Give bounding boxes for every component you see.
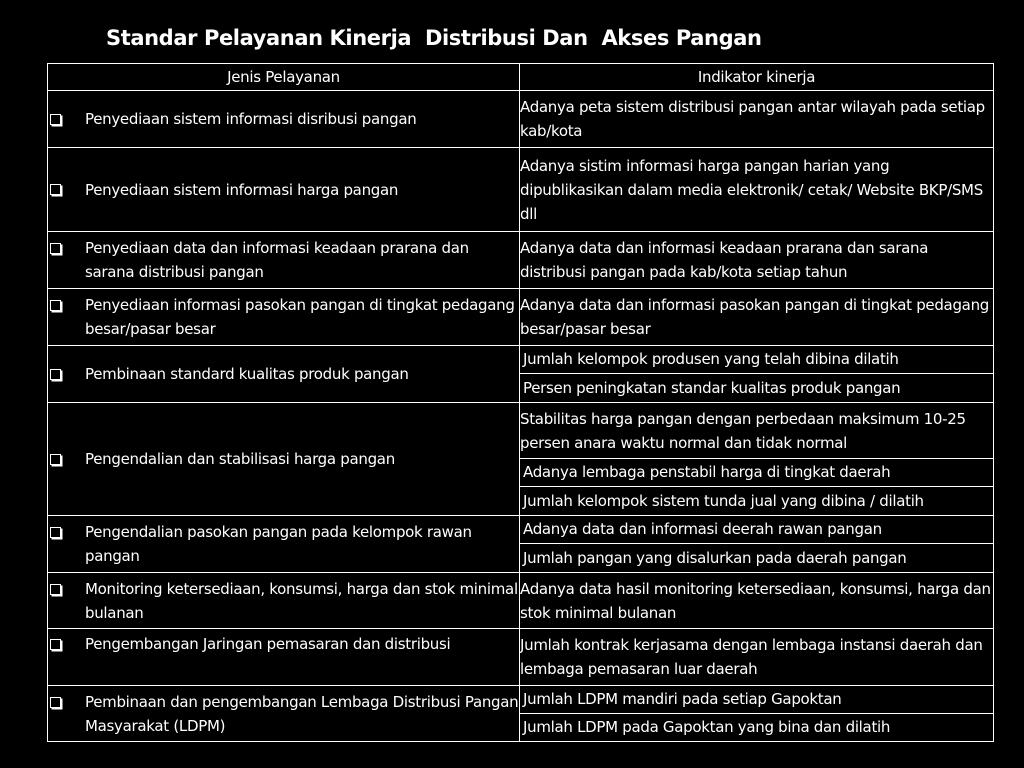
- indicator-cell: Jumlah LDPM mandiri pada setiap Gapoktan: [520, 686, 994, 714]
- indicator-cell: Jumlah pangan yang disalurkan pada daerah pangan: [520, 544, 994, 573]
- indicator-cell: Jumlah LDPM pada Gapoktan yang bina dan dilatih: [520, 714, 994, 742]
- service-cell: [48, 686, 520, 742]
- indicator-cell: Adanya peta sistem distribusi pangan antar wilayah pada setiap kab/kota: [520, 91, 994, 148]
- service-label: Pengendalian dan stabilisasi harga pangan: [85, 450, 395, 468]
- indicator-cell: Adanya lembaga penstabil harga di tingkat daerah: [520, 459, 994, 487]
- table-row: [48, 91, 994, 148]
- service-cell: [48, 346, 520, 403]
- table-row: [48, 148, 994, 232]
- table-row: [48, 232, 994, 289]
- indicator-cell: Adanya data dan informasi pasokan pangan di tingkat pedagang besar/pasar besar: [520, 289, 994, 346]
- service-cell: [48, 516, 520, 573]
- indicator-cell: Adanya data dan informasi keadaan prarana dan sarana distribusi pangan pada kab/kota setiap tahun: [520, 232, 994, 289]
- indicator-cell: Stabilitas harga pangan dengan perbedaan maksimum 10-25 persen anara waktu normal dan tidak normal: [520, 403, 994, 459]
- table-row: [48, 629, 994, 686]
- indicator-cell: Jumlah kelompok sistem tunda jual yang dibina / dilatih: [520, 487, 994, 516]
- service-label: Monitoring ketersediaan, konsumsi, harga dan stok minimal bulanan: [85, 579, 518, 622]
- checkbox-bullet-icon: [50, 243, 61, 254]
- checkbox-bullet-icon: [50, 584, 61, 595]
- checkbox-bullet-icon: [50, 639, 61, 650]
- service-cell: [48, 289, 520, 346]
- column-header-service-type: Jenis Pelayanan: [48, 64, 520, 91]
- table-row: [48, 573, 994, 629]
- table-row: [48, 403, 994, 459]
- table-row: [48, 686, 994, 714]
- service-label: Penyediaan sistem informasi disribusi pangan: [85, 110, 417, 128]
- service-label: Penyediaan sistem informasi harga pangan: [85, 180, 399, 199]
- service-label: Penyediaan data dan informasi keadaan prarana dan sarana distribusi pangan: [85, 239, 469, 281]
- service-cell: [48, 573, 520, 629]
- checkbox-bullet-icon: [50, 369, 61, 380]
- service-label: Pengendalian pasokan pangan pada kelompok rawan pangan: [85, 523, 472, 565]
- page-title: Standar Pelayanan Kinerja Distribusi Dan Akses Pangan: [106, 26, 762, 50]
- indicator-cell: Jumlah kelompok produsen yang telah dibina dilatih: [520, 346, 994, 374]
- indicator-cell: Adanya data hasil monitoring ketersediaan, konsumsi, harga dan stok minimal bulanan: [520, 573, 994, 629]
- service-label: Pembinaan standard kualitas produk pangan: [85, 365, 409, 383]
- checkbox-bullet-icon: [50, 300, 61, 311]
- service-cell: [48, 403, 520, 516]
- indicator-cell: Adanya data dan informasi deerah rawan pangan: [520, 516, 994, 544]
- service-cell: [48, 629, 520, 686]
- table-row: [48, 289, 994, 346]
- checkbox-bullet-icon: [50, 527, 61, 538]
- checkbox-bullet-icon: [50, 184, 61, 195]
- table-header-row: [48, 64, 994, 91]
- table-row: [48, 346, 994, 374]
- service-cell: [48, 232, 520, 289]
- indicator-cell: Persen peningkatan standar kualitas produk pangan: [520, 374, 994, 403]
- service-standards-table: [47, 63, 994, 742]
- service-label: Pengembangan Jaringan pemasaran dan distribusi: [85, 635, 451, 653]
- checkbox-bullet-icon: [50, 114, 61, 125]
- indicator-cell: Adanya sistim informasi harga pangan harian yang dipublikasikan dalam media elektronik/ cetak/ Website BKP/SMS dll: [520, 148, 994, 232]
- checkbox-bullet-icon: [50, 697, 61, 708]
- column-header-performance-indicator: Indikator kinerja: [520, 64, 994, 91]
- service-label: Pembinaan dan pengembangan Lembaga Distribusi Pangan Masyarakat (LDPM): [85, 692, 519, 735]
- service-cell: [48, 148, 520, 232]
- service-label: Penyediaan informasi pasokan pangan di tingkat pedagang besar/pasar besar: [85, 296, 515, 338]
- checkbox-bullet-icon: [50, 454, 61, 465]
- service-cell: [48, 91, 520, 148]
- indicator-cell: Jumlah kontrak kerjasama dengan lembaga instansi daerah dan lembaga pemasaran luar daerah: [520, 629, 994, 686]
- table-row: [48, 516, 994, 544]
